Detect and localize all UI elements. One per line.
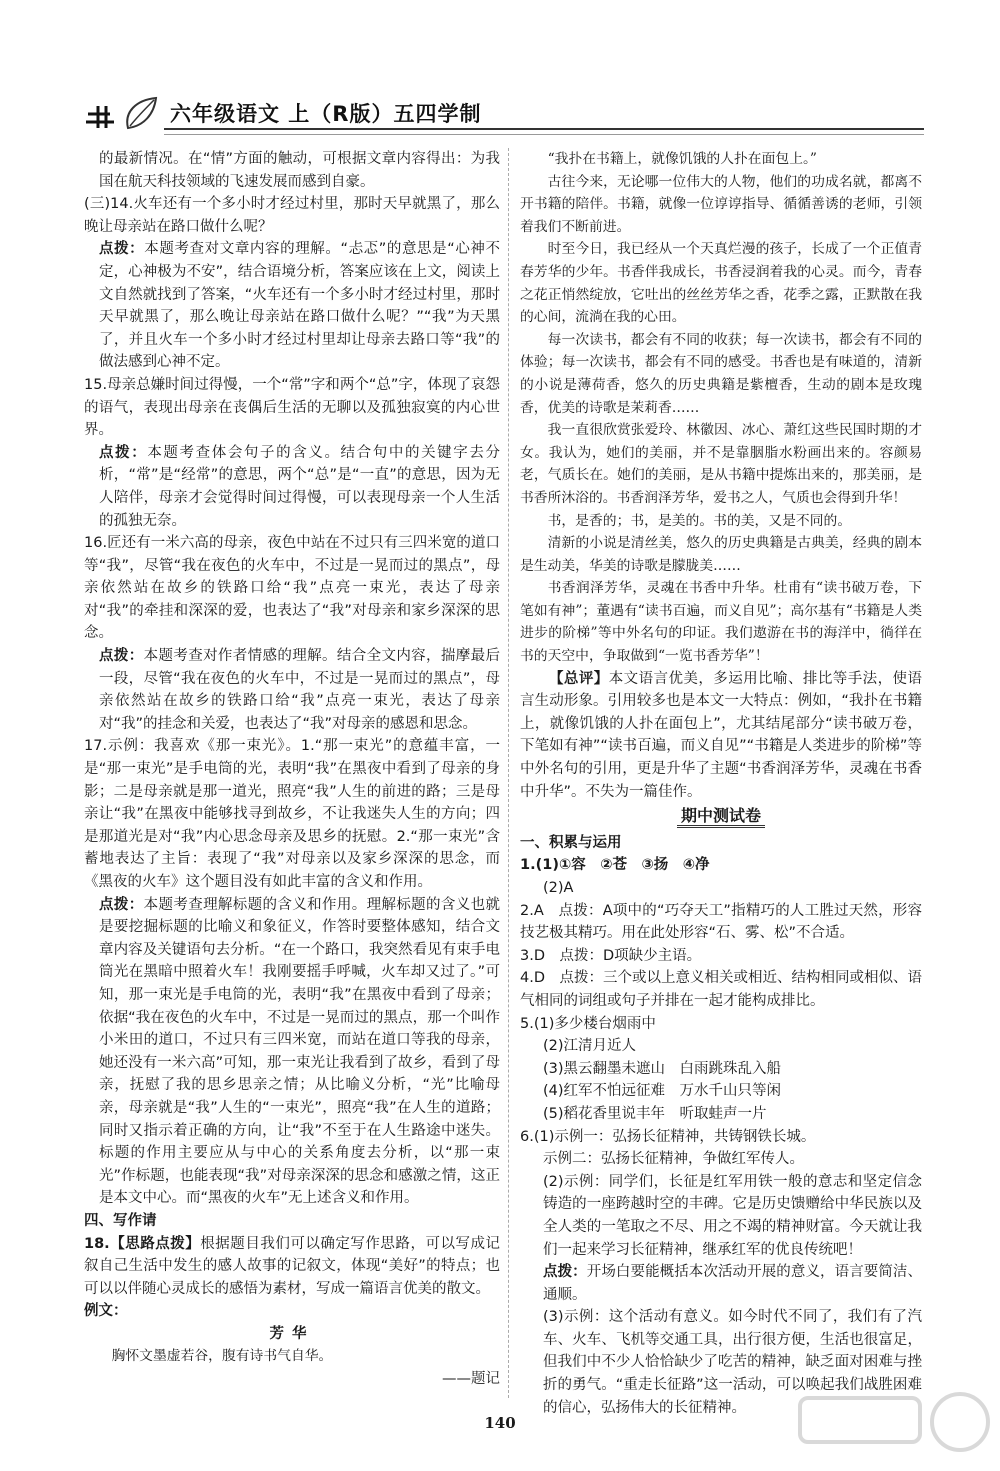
tip-17: 本题考查理解标题的含义和作用。理解标题的含义也就是要挖掘标题的比喻义和象征义，作答时要整体感知，结合文章内容及关键语句去分析。“在一个路口，我突然看见有束手电筒光在黑暗中照着火车！我刚要摇手呼喊，火车却又过了。”可知，那一束光是手电筒的光，表明“我”在黑夜中看到了母亲；依据“我在夜色的火车中，不过是一晃而过的黑点，那一个叫作小米田的道口，不过只有三四米宽，而站在道口等我的母亲，她还没有一米六高”可知，那一束光让我看到了故乡，看到了母亲，抚慰了我的思乡思亲之情；从比喻义分析，“光”比喻母亲，母亲就是“我”人生的“一束光”，照亮“我”在人生的道路；同时又指示着正确的方向，让“我”不至于在人生路途中迷失。标题的作用主要应从与中心的关系角度去分析，以“那一束光”作标题，也能表现“我”对母亲深深的思念和感激之情，这正是本文中心。而“黑夜的火车”无上述含义和作用。	[99, 896, 501, 1207]
section-heading-accumulation: 一、积累与运用	[520, 834, 622, 851]
question-14: (三)14.火车还有一个多小时才经过村里，那时天早就黑了，那么晚让母亲站在路口做什么呢？	[84, 196, 500, 235]
answer-6-part2: (2)示例：同学们，长征是红军用铁一般的意志和坚定信念铸造的一座跨越时空的丰碑。它是历史馈赠给中华民族以及全人类的一笔取之不尽、用之不竭的精神财富。今天就让我们一起来学习长征精神，继承红军的优良传统吧！	[543, 1173, 922, 1258]
page-header	[84, 92, 924, 140]
essay-paragraph: 书香润泽芳华，灵魂在书香中升华。杜甫有“读书破万卷，下笔如有神”；董遇有“读书百遍，而义自见”；高尔基有“书籍是人类进步的阶梯”等中外名句的印证。我们遨游在书的海洋中，徜徉在书的天空中，争取做到“一览书香芳华”！	[520, 580, 922, 665]
answer-16: 16.匠还有一米六高的母亲，夜色中站在不过只有三四米宽的道口等“我”，尽管“我在夜色的火车中，不过是一晃而过的黑点”，母亲依然站在故乡的铁路口给“我”点亮一束光，表达了母亲对“我”的牵挂和深深的爱，也表达了“我”对母亲和家乡深深的思念。	[84, 535, 500, 642]
page-number: 140	[484, 1414, 516, 1432]
answer-1-part2: (2)A	[543, 880, 574, 896]
essay-review: 本文语言优美，多运用比喻、排比等手法，使语言生动形象。引用较多也是本文一大特点：例如，“我扑在书籍上，就像饥饿的人扑在面包上”，尤其结尾部分“读书破万卷，下笔如有神”“读书百遍，而义自见”“书籍是人类进步的阶梯”等中外名句的引用，更是升华了主题“书香润泽芳华，灵魂在书香中升华”。不失为一篇佳作。	[520, 670, 922, 800]
essay-paragraph: 古往今来，无论哪一位伟大的人物，他们的功成名就，都离不开书籍的陪伴。书籍，就像一位谆谆指导、循循善诱的老师，引领着我们不断前进。	[520, 173, 922, 235]
example-essay-label: 例文：	[84, 1303, 128, 1320]
tip-label: 点拨：	[99, 648, 144, 665]
section-heading-writing: 四、写作请	[84, 1212, 157, 1229]
right-column	[520, 148, 922, 1419]
header-rule	[164, 128, 924, 135]
tip-label: 点拨：	[99, 444, 148, 461]
tip-6: 开场白要能概括本次活动开展的意义，语言要简洁、通顺。	[543, 1264, 923, 1303]
answer-6-example2: 示例二：弘扬长征精神，争做红军传人。	[543, 1151, 804, 1168]
answer-5-line2: (2)江清月近人	[543, 1038, 637, 1055]
writing-tip-label: 18.【思路点拨】	[84, 1235, 201, 1252]
midterm-test-heading: 期中测试卷	[520, 805, 922, 828]
tip-14: 本题考查对文章内容的理解。“忐忑”的意思是“心神不定，心神极为不安”，结合语境分析，答案应该在上文，阅读上文自然就找到了答案，“火车还有一个多小时才经过村里，那时天早就黑了，那么晚让母亲站在路口做什么呢？”“我”为天黑了，并且火车一个多小时才经过村里却让母亲去路口等“我”的做法感到心神不定。	[99, 241, 500, 371]
epigraph-signature: ——题记	[442, 1371, 500, 1388]
answer-1: 1.(1)①容 ②苍 ③扬 ④净	[520, 857, 710, 874]
essay-epigraph: 胸怀文墨虚若谷，腹有诗书气自华。	[111, 1348, 333, 1365]
answer-2: 2.A 点拨：A项中的“巧夺天工”指精巧的人工胜过天然，形容技艺极其精巧。用在此处形容“石、雾、松”不合适。	[520, 902, 922, 942]
answer-5-line1: 5.(1)多少楼台烟雨中	[520, 1015, 656, 1032]
leaf-logo-icon	[84, 94, 162, 132]
essay-paragraph: 书，是香的；书，是美的。书的美，又是不同的。	[547, 512, 852, 529]
tip-label: 点拨：	[99, 241, 145, 258]
tip-15: 本题考查体会句子的含义。结合句中的关键字去分析，“常”是“经常”的意思，两个“总”是“一直”的意思，因为无人陪伴，母亲才会觉得时间过得慢，可以表现母亲一个人生活的孤独无奈。	[99, 444, 500, 529]
answer-15: 15.母亲总嫌时间过得慢，一个“常”字和两个“总”字，体现了哀怨的语气，表现出母亲在丧偶后生活的无聊以及孤独寂寞的内心世界。	[84, 376, 500, 439]
answer-5-line4: (4)红军不怕远征难 万水千山只等闲	[543, 1083, 782, 1100]
essay-paragraph: 时至今日，我已经从一个天真烂漫的孩子，长成了一个正值青春芳华的少年。书香伴我成长，书香浸润着我的心灵。而今，青春之花正悄然绽放，它吐出的丝丝芳华之香，花季之露，正默散在我的心间，流淌在我的心田。	[520, 241, 922, 326]
answer-18: 根据题目我们可以确定写作思路，可以写成记叙自己生活中发生的感人故事的记叙文，体现“美好”的特点；也可以以伴随心灵成长的感悟为素材，写成一篇语言优美的散文。	[84, 1235, 501, 1297]
answer-3: 3.D 点拨：D项缺少主语。	[520, 947, 702, 964]
header-title: 六年级语文 上（R版）五四学制	[170, 102, 482, 126]
essay-paragraph: 我一直很欣赏张爱玲、林徽因、冰心、萧红这些民国时期的才女。我认为，她们的美丽，并不是靠胭脂水粉画出来的。容颜易老，气质长在。她们的美丽，是从书籍中提炼出来的，那美丽，是书香所沐浴的。书香润泽芳华，爱书之人，气质也会得到升华！	[520, 422, 922, 506]
tip-label: 点拨：	[99, 896, 144, 913]
watermark-stamp-icon	[790, 1386, 1000, 1466]
answer-17: 17.示例：我喜欢《那一束光》。1.“那一束光”的意蕴丰富，一是“那一束光”是手电筒的光，表明“我”在黑夜中看到了母亲的身影；二是母亲就是那一道光，照亮“我”人生的前进的路；三是母亲让“我”在黑夜中能够找寻到故乡，不让我迷失人生的方向；四是那道光是对“我”内心思念母亲及思乡的抚慰。2.“那一束光”含蓄地表达了主旨：表现了“我”对母亲以及家乡深深的思念，而《黑夜的火车》这个题目没有如此丰富的含义和作用。	[84, 738, 500, 890]
answer-6-part3: (3)示例：这个活动有意义。如今时代不同了，我们有了汽车、火车、飞机等交通工具，出行很方便，生活也很富足，但我们中不少人恰恰缺少了吃苦的精神，缺乏面对困难与挫折的勇气。“重走长征路”这一活动，可以唤起我们战胜困难的信心，弘扬伟大的长征精神。	[543, 1309, 922, 1416]
essay-paragraph: “我扑在书籍上，就像饥饿的人扑在面包上。”	[547, 151, 817, 167]
column-divider	[508, 148, 509, 1398]
answer-4: 4.D 点拨：三个或以上意义相关或相近、结构相同或相似、语气相同的词组或句子并排在一起才能构成排比。	[520, 970, 922, 1009]
answer-5-line3: (3)黑云翻墨未遮山 白雨跳珠乱入船	[543, 1060, 782, 1077]
left-column	[84, 148, 500, 1391]
tip-label: 点拨：	[543, 1264, 587, 1281]
tip-16: 本题考查对作者情感的理解。结合全文内容，揣摩最后一段，尽管“我在夜色的火车中，不过是一晃而过的黑点”，母亲依然站在故乡的铁路口给“我”点亮一束光，表达了母亲对“我”的挂念和关爱，也表达了“我”对母亲的感恩和思念。	[99, 648, 501, 732]
answer-13-end: 的最新情况。在“情”方面的触动，可根据文章内容得出：为我国在航天科技领域的飞速发展而感到自豪。	[99, 151, 500, 190]
essay-title: 芳华	[269, 1325, 315, 1342]
answer-6-part1: 6.(1)示例一：弘扬长征精神，共铸钢铁长城。	[520, 1128, 816, 1145]
answer-5-line5: (5)稻花香里说丰年 听取蛙声一片	[543, 1105, 767, 1122]
review-label: 【总评】	[549, 670, 609, 687]
essay-paragraph: 清新的小说是清丝美，悠久的历史典籍是古典美，经典的剧本是生动美，华美的诗歌是朦胧美……	[520, 535, 922, 574]
essay-paragraph: 每一次读书，都会有不同的收获；每一次读书，都会有不同的体验；每一次读书，都会有不同的感受。书香也是有味道的，清新的小说是薄荷香，悠久的历史典籍是紫檀香，生动的剧本是玫瑰香，优美的诗歌是茉莉香……	[520, 331, 922, 416]
